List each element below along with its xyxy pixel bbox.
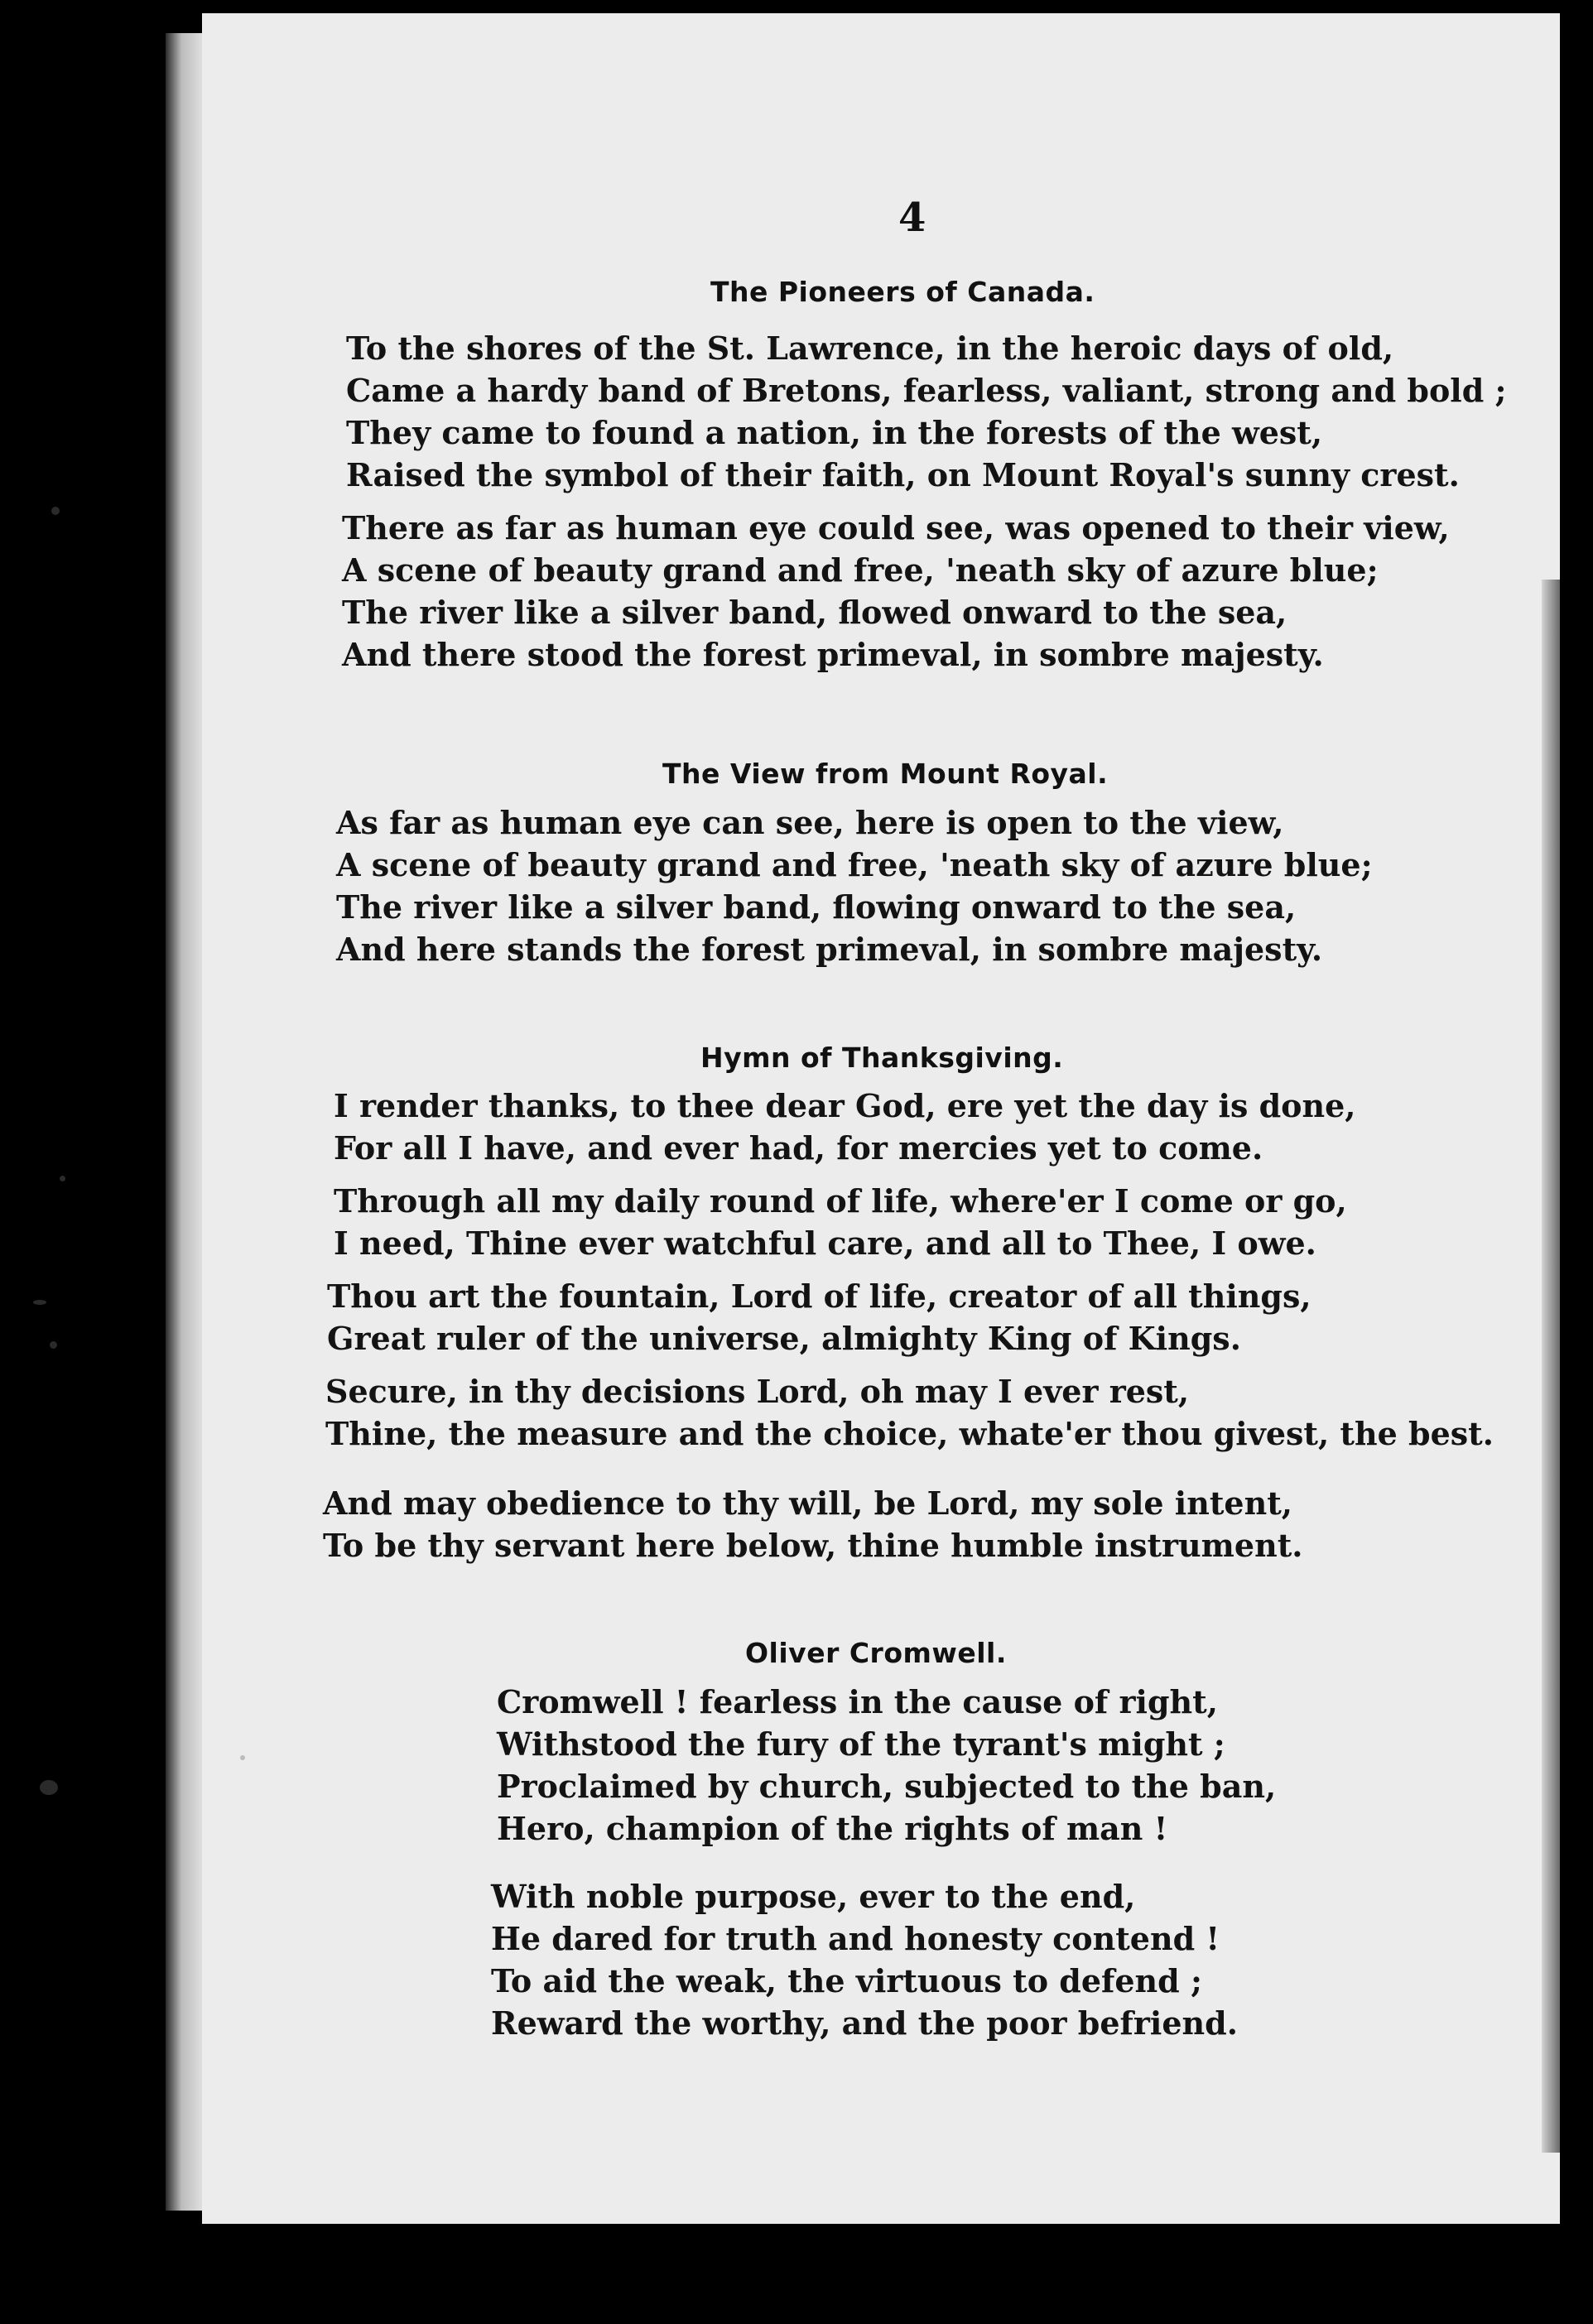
stanza-hymn-5 — [323, 1482, 1302, 1566]
verse-line: Thine, the measure and the choice, whate'er thou givest, the best. — [325, 1415, 1494, 1452]
stanza-hymn-4 — [325, 1370, 1494, 1455]
dust-speck — [50, 1341, 57, 1349]
page-right-edge — [1542, 580, 1560, 2153]
stanza-view-1 — [336, 801, 1373, 970]
verse-line: The river like a silver band, flowing onward to the sea, — [336, 888, 1297, 926]
verse-line: To be thy servant here below, thine humble instrument. — [323, 1527, 1303, 1564]
verse-line: Great ruler of the universe, almighty King of Kings. — [327, 1320, 1241, 1357]
verse-line: The river like a silver band, flowed onward to the sea, — [342, 594, 1287, 631]
stanza-pioneers-1 — [346, 327, 1507, 496]
verse-line: Through all my daily round of life, where'er I come or go, — [334, 1182, 1347, 1220]
verse-line: To the shores of the St. Lawrence, in the heroic days of old, — [346, 330, 1394, 367]
verse-line: Cromwell ! fearless in the cause of right, — [497, 1683, 1218, 1720]
verse-line: Withstood the fury of the tyrant's might ; — [497, 1725, 1225, 1763]
verse-line: With noble purpose, ever to the end, — [491, 1878, 1136, 1915]
dust-speck — [33, 1300, 46, 1305]
dust-speck — [40, 1780, 58, 1795]
page-number: 4 — [898, 195, 926, 241]
verse-line: As far as human eye can see, here is open to the view, — [336, 804, 1284, 841]
verse-line: And there stood the forest primeval, in sombre majesty. — [342, 636, 1324, 673]
verse-line: I render thanks, to thee dear God, ere yet the day is done, — [334, 1087, 1356, 1124]
verse-line: A scene of beauty grand and free, 'neath sky of azure blue; — [342, 551, 1379, 589]
verse-line: They came to found a nation, in the forests of the west, — [346, 414, 1323, 451]
verse-line: Thou art the fountain, Lord of life, creator of all things, — [327, 1277, 1311, 1315]
dust-speck — [60, 1176, 65, 1181]
verse-line: There as far as human eye could see, was opened to their view, — [342, 509, 1450, 546]
verse-line: Secure, in thy decisions Lord, oh may I ever rest, — [325, 1373, 1190, 1410]
verse-line: Reward the worthy, and the poor befriend. — [491, 2004, 1238, 2042]
verse-line: For all I have, and ever had, for mercies yet to come. — [334, 1129, 1263, 1167]
stanza-hymn-1 — [334, 1085, 1356, 1169]
poem-title-view: The View from Mount Royal. — [662, 758, 1109, 790]
dust-speck — [240, 1755, 245, 1760]
stanza-cromwell-2 — [491, 1875, 1238, 2044]
verse-line: He dared for truth and honesty contend ! — [491, 1920, 1220, 1957]
verse-line: Hero, champion of the rights of man ! — [497, 1810, 1168, 1847]
verse-line: A scene of beauty grand and free, 'neath sky of azure blue; — [336, 846, 1373, 883]
verse-line: And here stands the forest primeval, in sombre majesty. — [336, 931, 1323, 968]
verse-line: Came a hardy band of Bretons, fearless, valiant, strong and bold ; — [346, 372, 1507, 409]
verse-line: And may obedience to thy will, be Lord, my sole intent, — [323, 1484, 1292, 1522]
verse-line: Proclaimed by church, subjected to the ban, — [497, 1768, 1277, 1805]
poem-title-cromwell: Oliver Cromwell. — [745, 1637, 1007, 1669]
page-left-edge — [166, 33, 205, 2211]
stanza-cromwell-1 — [497, 1681, 1276, 1850]
poem-title-hymn: Hymn of Thanksgiving. — [700, 1042, 1064, 1074]
poem-title-pioneers: The Pioneers of Canada. — [710, 276, 1095, 308]
stanza-hymn-3 — [327, 1275, 1311, 1359]
stanza-pioneers-2 — [342, 507, 1450, 676]
verse-line: Raised the symbol of their faith, on Mount Royal's sunny crest. — [346, 456, 1460, 493]
verse-line: To aid the weak, the virtuous to defend ; — [491, 1962, 1202, 1999]
stanza-hymn-2 — [334, 1180, 1347, 1264]
verse-line: I need, Thine ever watchful care, and all to Thee, I owe. — [334, 1225, 1316, 1262]
dust-speck — [51, 507, 60, 515]
